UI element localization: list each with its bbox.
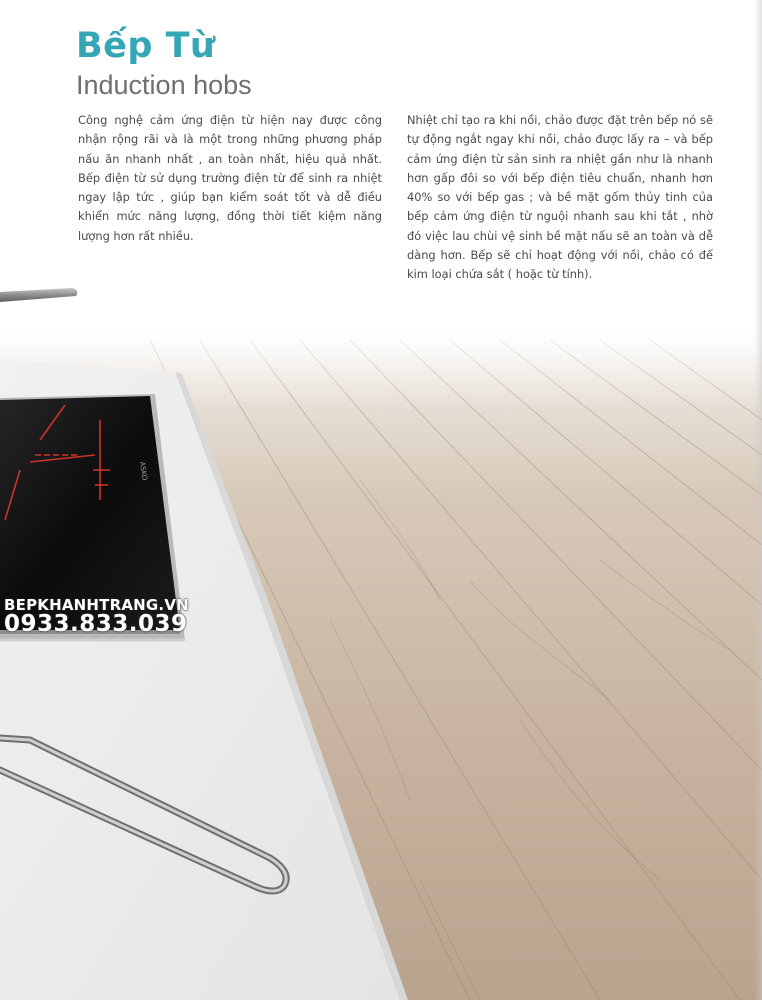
watermark-site: BEPKHANHTRANG.VN <box>4 596 189 614</box>
intro-paragraph-right: Nhiệt chỉ tạo ra khi nồi, chảo được đặt trên bếp nó sẽ tự động ngắt ngay khi nồi, chảo được lấy ra – và bếp cảm ứng điện từ sản sinh ra nhiệt gần như là nhanh hơn gấp đôi so với bếp điện tiêu chuẩn, nhanh hơn 40% so với bếp gas ; và bề mặt gốm thủy tinh của bếp cảm ứng điện từ nguội nhanh sau khi tắt , nhờ đó việc lau chùi vệ sinh bề mặt nấu sẽ an toàn và dễ dàng hơn. Bếp sẽ chỉ hoạt động với nồi, chảo có đế kim loại chứa sắt ( hoặc từ tính). <box>407 113 713 282</box>
upper-handle <box>0 288 77 302</box>
intro-paragraph-left: Công nghệ cảm ứng điện từ hiện nay được công nhận rộng rãi và là một trong những phương pháp nấu ăn nhanh nhất , an toàn nhất, hiệu quả nhất. Bếp điện từ sử dụng trường điện từ để sinh ra nhiệt ngay lập tức , giúp bạn kiểm soát tốt và dễ điều khiển mức năng lượng, đồng thời tiết kiệm năng lượng hơn rất nhiều. <box>78 113 382 243</box>
page-edge-shadow <box>754 0 762 1000</box>
page-title: Bếp Từ <box>76 26 216 66</box>
svg-text:ASKO: ASKO <box>138 461 149 482</box>
watermark-phone: 0933.833.039 <box>4 611 188 637</box>
page-subtitle: Induction hobs <box>76 70 252 100</box>
